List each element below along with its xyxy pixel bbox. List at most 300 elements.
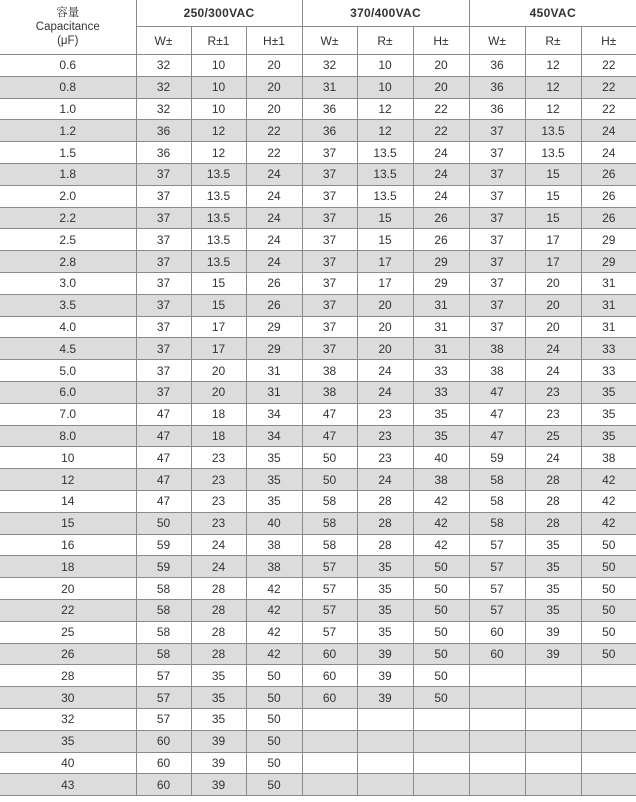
dimension-cell: 10 bbox=[191, 55, 246, 77]
dimension-cell: 39 bbox=[357, 687, 413, 709]
dimension-cell: 60 bbox=[302, 665, 357, 687]
dimension-cell: 35 bbox=[581, 381, 636, 403]
dimension-cell: 37 bbox=[302, 229, 357, 251]
dimension-cell: 37 bbox=[469, 251, 525, 273]
dimension-cell: 23 bbox=[525, 381, 581, 403]
dimension-cell: 39 bbox=[357, 665, 413, 687]
dimension-cell: 37 bbox=[302, 207, 357, 229]
dimension-cell: 37 bbox=[302, 251, 357, 273]
dimension-cell: 60 bbox=[136, 752, 191, 774]
dimension-cell: 50 bbox=[413, 665, 469, 687]
dimension-cell: 42 bbox=[246, 578, 302, 600]
dimension-cell bbox=[302, 730, 357, 752]
dimension-cell: 37 bbox=[469, 120, 525, 142]
dimension-cell: 47 bbox=[302, 403, 357, 425]
dimension-cell: 47 bbox=[136, 490, 191, 512]
table-row bbox=[0, 142, 636, 164]
dimension-cell: 28 bbox=[191, 578, 246, 600]
dimension-cell: 58 bbox=[136, 578, 191, 600]
dimension-cell: 31 bbox=[246, 381, 302, 403]
dimension-cell: 32 bbox=[302, 55, 357, 77]
dimension-cell: 24 bbox=[525, 360, 581, 382]
dimension-cell: 31 bbox=[413, 294, 469, 316]
capacitance-cell: 16 bbox=[0, 534, 136, 556]
dimension-cell: 37 bbox=[469, 294, 525, 316]
table-row bbox=[0, 556, 636, 578]
dimension-cell: 24 bbox=[246, 185, 302, 207]
dimension-cell: 22 bbox=[413, 120, 469, 142]
dimension-cell: 60 bbox=[136, 730, 191, 752]
dimension-cell: 33 bbox=[581, 360, 636, 382]
dimension-cell: 28 bbox=[191, 599, 246, 621]
dimension-cell: 50 bbox=[302, 469, 357, 491]
dimension-cell: 37 bbox=[302, 163, 357, 185]
capacitance-cell: 8.0 bbox=[0, 425, 136, 447]
table-row bbox=[0, 360, 636, 382]
dimension-cell: 24 bbox=[357, 381, 413, 403]
dimension-cell: 28 bbox=[357, 534, 413, 556]
dimension-cell: 37 bbox=[136, 229, 191, 251]
dimension-cell: 38 bbox=[581, 447, 636, 469]
dimension-cell: 37 bbox=[136, 185, 191, 207]
capacitance-cell: 25 bbox=[0, 621, 136, 643]
dimension-cell: 50 bbox=[246, 774, 302, 796]
dimension-cell: 26 bbox=[581, 207, 636, 229]
capacitance-cell: 35 bbox=[0, 730, 136, 752]
table-row bbox=[0, 251, 636, 273]
dimension-cell: 35 bbox=[357, 599, 413, 621]
dimension-cell bbox=[525, 665, 581, 687]
dimension-cell: 20 bbox=[246, 76, 302, 98]
dimension-cell: 42 bbox=[581, 490, 636, 512]
dimension-cell: 60 bbox=[469, 621, 525, 643]
dimension-cell: 13.5 bbox=[357, 142, 413, 164]
dimension-cell: 34 bbox=[246, 425, 302, 447]
table-row bbox=[0, 403, 636, 425]
dimension-cell: 13.5 bbox=[191, 229, 246, 251]
subcol-width: W± bbox=[302, 27, 357, 55]
dimension-cell: 50 bbox=[413, 578, 469, 600]
dimension-cell: 47 bbox=[469, 425, 525, 447]
table-row bbox=[0, 599, 636, 621]
dimension-cell: 50 bbox=[246, 708, 302, 730]
dimension-cell: 37 bbox=[136, 272, 191, 294]
group-header-450vac: 450VAC bbox=[469, 0, 636, 27]
capacitance-cell: 40 bbox=[0, 752, 136, 774]
dimension-cell bbox=[525, 752, 581, 774]
dimension-cell: 60 bbox=[136, 774, 191, 796]
dimension-cell: 31 bbox=[413, 338, 469, 360]
dimension-cell: 24 bbox=[525, 447, 581, 469]
dimension-cell: 15 bbox=[357, 229, 413, 251]
dimension-cell: 24 bbox=[357, 469, 413, 491]
table-row bbox=[0, 512, 636, 534]
capacitance-header bbox=[0, 0, 136, 55]
dimension-cell: 15 bbox=[525, 163, 581, 185]
dimension-cell: 35 bbox=[413, 425, 469, 447]
dimension-cell: 20 bbox=[357, 338, 413, 360]
table-row bbox=[0, 752, 636, 774]
dimension-cell: 38 bbox=[246, 534, 302, 556]
dimension-cell: 57 bbox=[136, 708, 191, 730]
dimension-cell: 22 bbox=[246, 142, 302, 164]
table-row bbox=[0, 643, 636, 665]
dimension-cell bbox=[581, 687, 636, 709]
group-header-370-400vac: 370/400VAC bbox=[302, 0, 469, 27]
dimension-cell bbox=[581, 774, 636, 796]
dimension-cell bbox=[581, 708, 636, 730]
dimension-cell: 50 bbox=[246, 752, 302, 774]
dimension-cell: 32 bbox=[136, 55, 191, 77]
subcol-height: H±1 bbox=[246, 27, 302, 55]
capacitance-cell: 18 bbox=[0, 556, 136, 578]
dimension-cell: 37 bbox=[136, 381, 191, 403]
dimension-cell: 39 bbox=[357, 643, 413, 665]
dimension-cell: 17 bbox=[191, 316, 246, 338]
dimension-cell: 35 bbox=[413, 403, 469, 425]
table-row bbox=[0, 447, 636, 469]
dimension-cell: 23 bbox=[191, 447, 246, 469]
dimension-cell: 35 bbox=[581, 403, 636, 425]
dimension-cell: 36 bbox=[302, 120, 357, 142]
dimension-cell bbox=[413, 730, 469, 752]
capacitance-cell: 0.6 bbox=[0, 55, 136, 77]
dimension-cell: 42 bbox=[413, 512, 469, 534]
dimension-cell: 29 bbox=[246, 316, 302, 338]
dimension-cell: 47 bbox=[136, 469, 191, 491]
capacitance-cell: 2.2 bbox=[0, 207, 136, 229]
dimension-cell: 50 bbox=[413, 599, 469, 621]
capacitance-cell: 7.0 bbox=[0, 403, 136, 425]
table-body bbox=[0, 55, 636, 796]
table-row bbox=[0, 469, 636, 491]
dimension-cell bbox=[413, 774, 469, 796]
dimension-cell bbox=[302, 752, 357, 774]
dimension-cell: 57 bbox=[136, 665, 191, 687]
dimension-cell: 26 bbox=[413, 229, 469, 251]
dimension-cell: 42 bbox=[413, 490, 469, 512]
dimension-cell bbox=[469, 665, 525, 687]
capacitance-cell: 43 bbox=[0, 774, 136, 796]
dimension-cell: 50 bbox=[246, 665, 302, 687]
dimension-cell: 35 bbox=[525, 534, 581, 556]
capacitance-cell: 1.5 bbox=[0, 142, 136, 164]
dimension-cell: 50 bbox=[246, 730, 302, 752]
table-row bbox=[0, 338, 636, 360]
dimension-cell bbox=[469, 752, 525, 774]
dimension-cell: 37 bbox=[469, 185, 525, 207]
capacitance-cell: 2.0 bbox=[0, 185, 136, 207]
dimension-cell: 20 bbox=[246, 55, 302, 77]
dimension-cell: 37 bbox=[302, 185, 357, 207]
dimension-cell: 37 bbox=[302, 142, 357, 164]
dimension-cell bbox=[525, 708, 581, 730]
dimension-cell: 50 bbox=[413, 643, 469, 665]
capacitance-header-cn: 容量 bbox=[56, 7, 80, 19]
dimension-cell: 31 bbox=[581, 294, 636, 316]
dimension-cell: 35 bbox=[357, 578, 413, 600]
table-row bbox=[0, 687, 636, 709]
dimension-cell: 20 bbox=[525, 316, 581, 338]
capacitance-cell: 14 bbox=[0, 490, 136, 512]
dimension-cell: 58 bbox=[302, 512, 357, 534]
dimension-cell: 23 bbox=[191, 490, 246, 512]
table-row bbox=[0, 381, 636, 403]
dimension-cell: 37 bbox=[469, 272, 525, 294]
capacitance-header-en: Capacitance bbox=[35, 21, 100, 33]
table-row bbox=[0, 578, 636, 600]
dimension-cell bbox=[469, 774, 525, 796]
dimension-cell: 32 bbox=[136, 76, 191, 98]
dimension-cell: 35 bbox=[191, 687, 246, 709]
dimension-cell: 23 bbox=[357, 403, 413, 425]
dimension-cell: 50 bbox=[413, 687, 469, 709]
dimension-cell: 35 bbox=[246, 469, 302, 491]
dimension-cell: 47 bbox=[302, 425, 357, 447]
subcol-width: W± bbox=[136, 27, 191, 55]
dimension-cell: 35 bbox=[525, 599, 581, 621]
dimension-cell: 37 bbox=[302, 338, 357, 360]
table-row bbox=[0, 76, 636, 98]
dimension-cell: 60 bbox=[302, 687, 357, 709]
dimension-cell: 33 bbox=[581, 338, 636, 360]
table-row bbox=[0, 272, 636, 294]
dimension-cell: 17 bbox=[357, 251, 413, 273]
capacitance-cell: 15 bbox=[0, 512, 136, 534]
table-row bbox=[0, 730, 636, 752]
dimension-cell: 29 bbox=[413, 272, 469, 294]
subcol-radius: R± bbox=[357, 27, 413, 55]
dimension-cell: 31 bbox=[581, 272, 636, 294]
dimension-cell: 17 bbox=[525, 251, 581, 273]
dimension-cell: 50 bbox=[413, 621, 469, 643]
capacitance-header-unit: (μF) bbox=[57, 35, 79, 47]
dimension-cell: 37 bbox=[302, 272, 357, 294]
table-row bbox=[0, 316, 636, 338]
group-header-250-300vac: 250/300VAC bbox=[136, 0, 302, 27]
dimension-cell: 36 bbox=[469, 76, 525, 98]
dimension-cell: 17 bbox=[191, 338, 246, 360]
dimension-cell: 22 bbox=[581, 98, 636, 120]
dimension-cell: 60 bbox=[469, 643, 525, 665]
dimension-cell: 31 bbox=[413, 316, 469, 338]
capacitance-cell: 26 bbox=[0, 643, 136, 665]
dimension-cell: 35 bbox=[191, 665, 246, 687]
dimension-cell: 33 bbox=[413, 381, 469, 403]
table-row bbox=[0, 207, 636, 229]
dimension-cell: 42 bbox=[246, 621, 302, 643]
dimension-cell: 39 bbox=[191, 730, 246, 752]
dimension-cell: 36 bbox=[136, 120, 191, 142]
capacitance-cell: 32 bbox=[0, 708, 136, 730]
capacitance-cell: 4.0 bbox=[0, 316, 136, 338]
dimension-cell bbox=[413, 752, 469, 774]
dimension-cell: 12 bbox=[357, 98, 413, 120]
capacitance-cell: 28 bbox=[0, 665, 136, 687]
dimension-cell: 10 bbox=[357, 76, 413, 98]
dimension-cell: 37 bbox=[469, 207, 525, 229]
dimension-cell: 24 bbox=[581, 142, 636, 164]
dimension-cell: 28 bbox=[357, 490, 413, 512]
capacitance-cell: 1.0 bbox=[0, 98, 136, 120]
dimension-cell bbox=[469, 708, 525, 730]
dimension-cell: 20 bbox=[525, 272, 581, 294]
dimension-cell: 50 bbox=[302, 447, 357, 469]
dimension-cell: 58 bbox=[469, 469, 525, 491]
dimension-cell: 24 bbox=[413, 142, 469, 164]
dimension-cell: 58 bbox=[302, 490, 357, 512]
dimension-cell: 37 bbox=[136, 316, 191, 338]
dimension-cell bbox=[469, 687, 525, 709]
dimension-cell: 57 bbox=[469, 599, 525, 621]
dimension-cell: 57 bbox=[302, 621, 357, 643]
dimension-cell bbox=[581, 665, 636, 687]
table-row bbox=[0, 665, 636, 687]
dimension-cell: 13.5 bbox=[525, 120, 581, 142]
dimension-cell: 20 bbox=[357, 316, 413, 338]
dimension-cell: 31 bbox=[581, 316, 636, 338]
dimension-cell: 57 bbox=[302, 599, 357, 621]
table-row bbox=[0, 425, 636, 447]
capacitance-cell: 4.5 bbox=[0, 338, 136, 360]
capacitance-cell: 2.5 bbox=[0, 229, 136, 251]
dimension-cell: 35 bbox=[357, 621, 413, 643]
dimension-cell: 17 bbox=[525, 229, 581, 251]
dimension-cell: 20 bbox=[191, 360, 246, 382]
dimension-cell: 36 bbox=[136, 142, 191, 164]
dimension-cell: 15 bbox=[191, 294, 246, 316]
dimension-cell: 26 bbox=[413, 207, 469, 229]
dimension-cell: 40 bbox=[413, 447, 469, 469]
dimension-cell: 23 bbox=[357, 447, 413, 469]
dimension-cell: 34 bbox=[246, 403, 302, 425]
dimension-cell: 24 bbox=[246, 163, 302, 185]
dimension-cell bbox=[302, 774, 357, 796]
dimension-cell: 26 bbox=[246, 272, 302, 294]
dimension-cell: 12 bbox=[525, 55, 581, 77]
dimension-cell: 15 bbox=[357, 207, 413, 229]
table-row bbox=[0, 621, 636, 643]
subcol-width: W± bbox=[469, 27, 525, 55]
dimension-cell: 37 bbox=[136, 294, 191, 316]
dimension-cell: 37 bbox=[469, 229, 525, 251]
dimension-cell: 35 bbox=[525, 556, 581, 578]
dimension-cell: 24 bbox=[191, 556, 246, 578]
dimension-cell: 13.5 bbox=[357, 163, 413, 185]
dimension-cell: 38 bbox=[469, 338, 525, 360]
dimension-cell: 29 bbox=[246, 338, 302, 360]
dimension-cell: 60 bbox=[302, 643, 357, 665]
dimension-cell: 31 bbox=[302, 76, 357, 98]
table-row bbox=[0, 490, 636, 512]
dimension-cell: 57 bbox=[302, 556, 357, 578]
dimension-cell: 18 bbox=[191, 425, 246, 447]
dimension-cell bbox=[525, 687, 581, 709]
dimension-cell: 35 bbox=[191, 708, 246, 730]
dimension-cell bbox=[525, 730, 581, 752]
dimension-cell: 50 bbox=[581, 643, 636, 665]
table-row bbox=[0, 185, 636, 207]
dimension-cell: 36 bbox=[302, 98, 357, 120]
dimension-cell bbox=[581, 730, 636, 752]
subcol-height: H± bbox=[413, 27, 469, 55]
capacitance-cell: 5.0 bbox=[0, 360, 136, 382]
capacitance-cell: 22 bbox=[0, 599, 136, 621]
table-row bbox=[0, 534, 636, 556]
dimension-cell: 10 bbox=[357, 55, 413, 77]
table-row bbox=[0, 98, 636, 120]
dimension-cell: 37 bbox=[469, 142, 525, 164]
dimension-cell: 37 bbox=[302, 316, 357, 338]
dimension-cell: 20 bbox=[413, 55, 469, 77]
dimension-cell: 32 bbox=[136, 98, 191, 120]
table-row bbox=[0, 120, 636, 142]
dimension-cell: 18 bbox=[191, 403, 246, 425]
dimension-cell: 10 bbox=[191, 98, 246, 120]
table-row bbox=[0, 55, 636, 77]
dimension-cell: 57 bbox=[469, 556, 525, 578]
dimension-cell: 50 bbox=[246, 687, 302, 709]
dimension-cell: 24 bbox=[191, 534, 246, 556]
dimension-cell: 38 bbox=[246, 556, 302, 578]
dimension-cell: 47 bbox=[136, 447, 191, 469]
capacitance-cell: 10 bbox=[0, 447, 136, 469]
dimension-cell: 12 bbox=[191, 142, 246, 164]
dimension-cell: 50 bbox=[581, 578, 636, 600]
dimension-cell: 35 bbox=[246, 490, 302, 512]
dimension-cell: 28 bbox=[525, 512, 581, 534]
dimension-cell: 15 bbox=[525, 207, 581, 229]
table-row bbox=[0, 774, 636, 796]
dimension-cell: 26 bbox=[581, 185, 636, 207]
dimension-cell: 59 bbox=[136, 534, 191, 556]
dimension-cell: 13.5 bbox=[525, 142, 581, 164]
dimension-cell: 58 bbox=[136, 643, 191, 665]
dimension-cell: 36 bbox=[469, 98, 525, 120]
dimension-cell bbox=[357, 730, 413, 752]
dimension-cell bbox=[357, 774, 413, 796]
dimension-cell: 28 bbox=[191, 643, 246, 665]
dimension-cell: 23 bbox=[357, 425, 413, 447]
dimension-cell: 28 bbox=[525, 490, 581, 512]
dimension-cell: 13.5 bbox=[357, 185, 413, 207]
dimension-cell: 22 bbox=[581, 76, 636, 98]
table-row bbox=[0, 708, 636, 730]
dimension-cell: 12 bbox=[525, 98, 581, 120]
dimension-cell: 20 bbox=[191, 381, 246, 403]
dimension-cell: 59 bbox=[136, 556, 191, 578]
dimension-cell: 47 bbox=[136, 403, 191, 425]
capacitance-cell: 30 bbox=[0, 687, 136, 709]
dimension-cell: 13.5 bbox=[191, 207, 246, 229]
dimension-cell: 24 bbox=[413, 185, 469, 207]
dimension-cell: 50 bbox=[581, 621, 636, 643]
dimension-cell: 57 bbox=[302, 578, 357, 600]
dimension-cell: 12 bbox=[357, 120, 413, 142]
dimension-cell: 20 bbox=[357, 294, 413, 316]
table-row bbox=[0, 163, 636, 185]
dimension-cell: 24 bbox=[525, 338, 581, 360]
dimension-cell: 29 bbox=[581, 251, 636, 273]
dimension-cell: 42 bbox=[413, 534, 469, 556]
dimension-cell bbox=[357, 752, 413, 774]
dimension-cell bbox=[413, 708, 469, 730]
dimension-cell: 42 bbox=[246, 643, 302, 665]
dimension-cell: 24 bbox=[246, 251, 302, 273]
dimension-cell: 31 bbox=[246, 360, 302, 382]
dimension-cell: 37 bbox=[469, 163, 525, 185]
dimension-cell: 24 bbox=[413, 163, 469, 185]
